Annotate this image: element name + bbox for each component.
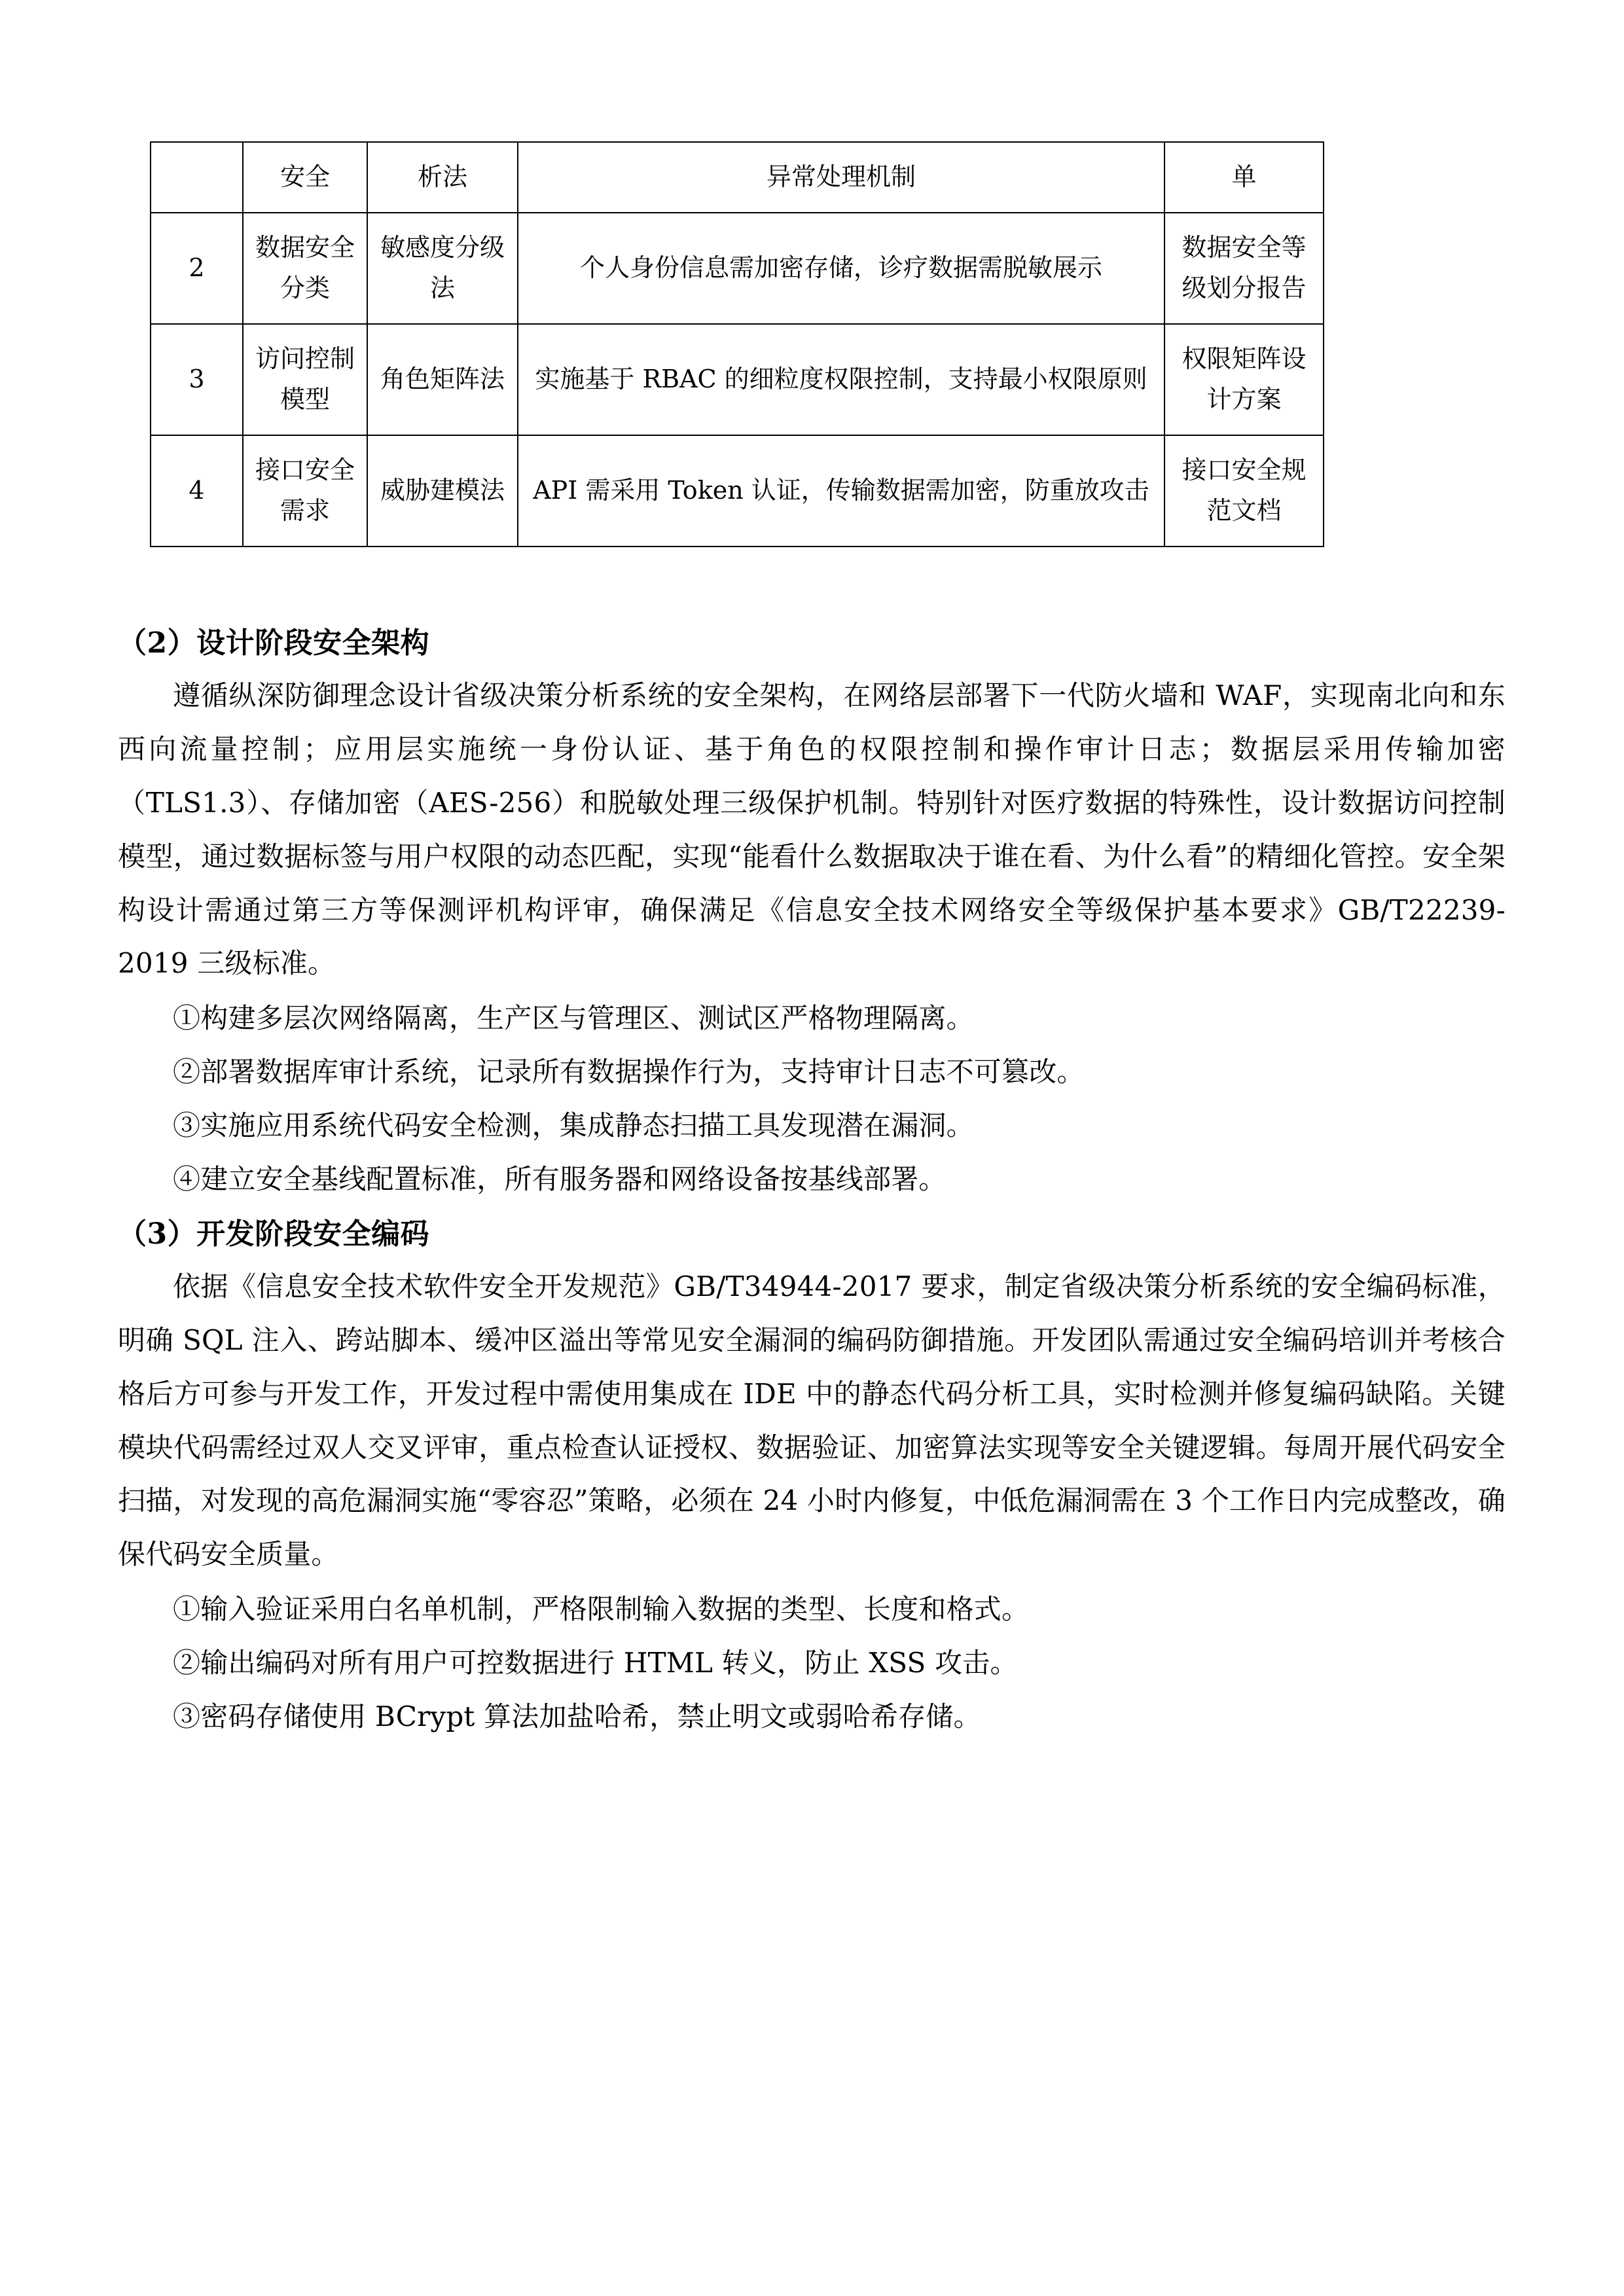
table-cell-method: 敏感度分级法 xyxy=(367,213,518,324)
document-body xyxy=(118,622,1506,1744)
list-item: ①构建多层次网络隔离，生产区与管理区、测试区严格物理隔离。 xyxy=(173,1002,974,1035)
security-requirements-table xyxy=(150,141,1324,547)
table-cell-deliverable: 权限矩阵设计方案 xyxy=(1164,324,1324,435)
table-cell-mechanism: 个人身份信息需加密存储，诊疗数据需脱敏展示 xyxy=(518,213,1164,324)
table-cell-method: 角色矩阵法 xyxy=(367,324,518,435)
table-cell-item: 接口安全需求 xyxy=(243,435,367,547)
table-row xyxy=(151,435,1324,547)
list-item: ④建立安全基线配置标准，所有服务器和网络设备按基线部署。 xyxy=(173,1163,947,1196)
spacer xyxy=(118,1206,1506,1213)
table-cell-method: 威胁建模法 xyxy=(367,435,518,547)
table-row xyxy=(151,324,1324,435)
section-heading-design-phase: （2）设计阶段安全架构 xyxy=(118,626,430,660)
table-header-cell-mechanism: 异常处理机制 xyxy=(518,142,1164,213)
table-header-cell-no xyxy=(151,142,243,213)
table-cell-no: 2 xyxy=(151,213,243,324)
table-cell-mechanism: 实施基于 RBAC 的细粒度权限控制，支持最小权限原则 xyxy=(518,324,1164,435)
table-row xyxy=(151,213,1324,324)
list-item: ①输入验证采用白名单机制，严格限制输入数据的类型、长度和格式。 xyxy=(173,1593,1030,1626)
table-cell-deliverable: 数据安全等级划分报告 xyxy=(1164,213,1324,324)
table-header-cell-method: 析法 xyxy=(367,142,518,213)
table-header-cell-deliverable: 单 xyxy=(1164,142,1324,213)
security-requirements-table-wrapper xyxy=(150,141,1323,547)
table-cell-item: 数据安全分类 xyxy=(243,213,367,324)
list-item: ②部署数据库审计系统，记录所有数据操作行为，支持审计日志不可篡改。 xyxy=(173,1056,1085,1088)
table-cell-no: 3 xyxy=(151,324,243,435)
table-cell-item: 访问控制模型 xyxy=(243,324,367,435)
section-heading-development-phase: （3）开发阶段安全编码 xyxy=(118,1217,430,1251)
list-item: ②输出编码对所有用户可控数据进行 HTML 转义，防止 XSS 攻击。 xyxy=(173,1647,1018,1679)
table-cell-mechanism: API 需采用 Token 认证，传输数据需加密，防重放攻击 xyxy=(518,435,1164,547)
list-item: ③实施应用系统代码安全检测，集成静态扫描工具发现潜在漏洞。 xyxy=(173,1109,974,1142)
table-header-cell-item: 安全 xyxy=(243,142,367,213)
table-cell-no: 4 xyxy=(151,435,243,547)
section-paragraph-design-phase: 遵循纵深防御理念设计省级决策分析系统的安全架构，在网络层部署下一代防火墙和 WAF，实现南北向和东西向流量控制；应用层实施统一身份认证、基于角色的权限控制和操作审计日志；数据层采用传输加密（TLS1.3）、存储加密（AES-256）和脱敏处理三级保护机制。特别针对医疗数据的特殊性，设计数据访问控制模型，通过数据标签与用户权限的动态匹配，实现“能看什么数据取决于谁在看、为什么看”的精细化管控。安全架构设计需通过第三方等保测评机构评审，确保满足《信息安全技术网络安全等级保护基本要求》GB/T22239-2019 三级标准。 xyxy=(118,679,1506,980)
list-item: ③密码存储使用 BCrypt 算法加盐哈希，禁止明文或弱哈希存储。 xyxy=(173,1700,981,1733)
table-cell-deliverable: 接口安全规范文档 xyxy=(1164,435,1324,547)
section-paragraph-development-phase: 依据《信息安全技术软件安全开发规范》GB/T34944-2017 要求，制定省级决策分析系统的安全编码标准，明确 SQL 注入、跨站脚本、缓冲区溢出等常见安全漏洞的编码防御措施。开发团队需通过安全编码培训并考核合格后方可参与开发工作，开发过程中需使用集成在 IDE 中的静态代码分析工具，实时检测并修复编码缺陷。关键模块代码需经过双人交叉评审，重点检查认证授权、数据验证、加密算法实现等安全关键逻辑。每周开展代码安全扫描，对发现的高危漏洞实施“零容忍”策略，必须在 24 小时内修复，中低危漏洞需在 3 个工作日内完成整改，确保代码安全质量。 xyxy=(118,1270,1506,1571)
table-header-row xyxy=(151,142,1324,213)
